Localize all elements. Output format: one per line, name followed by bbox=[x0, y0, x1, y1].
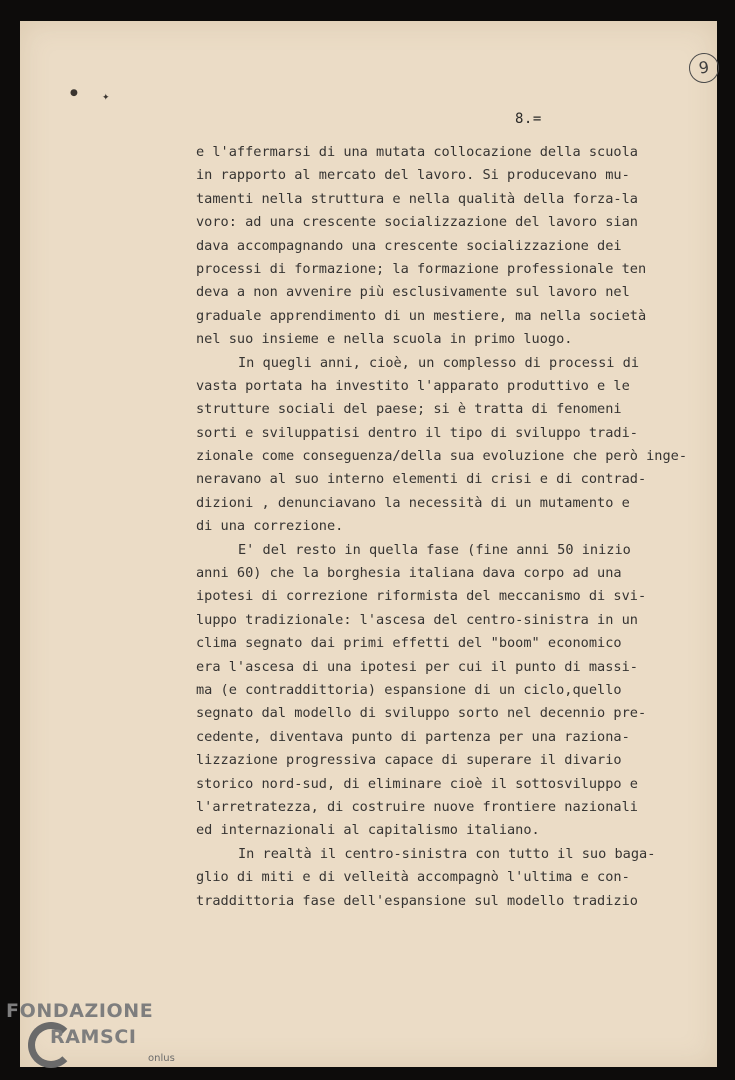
text-line: l'arretratezza, di costruire nuove frontiere nazionali bbox=[196, 798, 638, 815]
text-line: glio di miti e di velleità accompagnò l'ultima e con- bbox=[196, 869, 630, 886]
watermark-line1: FONDAZIONE bbox=[6, 1000, 154, 1022]
text-line: processi di formazione; la formazione professionale ten bbox=[196, 260, 647, 277]
text-line: In quegli anni, cioè, un complesso di processi di bbox=[238, 354, 640, 371]
text-line: ed internazionali al capitalismo italiano. bbox=[196, 822, 540, 839]
text-line: vasta portata ha investito l'apparato produttivo e le bbox=[196, 377, 630, 394]
text-line: tamenti nella struttura e nella qualità della forza-la bbox=[196, 190, 638, 207]
ink-speck: ● bbox=[70, 88, 78, 98]
text-line: lizzazione progressiva capace di superare il divario bbox=[196, 752, 622, 769]
text-line: ipotesi di correzione riformista del meccanismo di svi- bbox=[196, 588, 647, 605]
text-line: strutture sociali del paese; si è tratta di fenomeni bbox=[196, 401, 622, 418]
text-line: voro: ad una crescente socializzazione del lavoro sian bbox=[196, 214, 638, 231]
text-line: dizioni , denunciavano la necessità di un mutamento e bbox=[196, 494, 630, 511]
text-line: di una correzione. bbox=[196, 518, 344, 535]
watermark-logo bbox=[6, 1000, 196, 1075]
typed-text-body bbox=[196, 141, 688, 913]
text-line: e l'affermarsi di una mutata collocazione della scuola bbox=[196, 144, 638, 160]
text-line: deva a non avvenire più esclusivamente sul lavoro nel bbox=[196, 284, 630, 301]
text-line: graduale apprendimento di un mestiere, ma nella società bbox=[196, 307, 647, 324]
text-line: clima segnato dai primi effetti del "boom" economico bbox=[196, 635, 622, 652]
watermark-sub: onlus bbox=[148, 1053, 175, 1064]
text-line: nel suo insieme e nella scuola in primo luogo. bbox=[196, 331, 573, 348]
text-line: cedente, diventava punto di partenza per una raziona- bbox=[196, 728, 630, 745]
ink-speck: ✦ bbox=[102, 93, 110, 103]
text-line: dava accompagnando una crescente socializzazione dei bbox=[196, 237, 622, 254]
text-line: neravano al suo interno elementi di crisi e di contrad- bbox=[196, 471, 647, 488]
text-line: storico nord-sud, di eliminare cioè il sottosviluppo e bbox=[196, 775, 638, 792]
text-line: traddittoria fase dell'espansione sul modello tradizio bbox=[196, 892, 638, 909]
text-line: sorti e sviluppatisi dentro il tipo di sviluppo tradi- bbox=[196, 424, 638, 441]
text-line: anni 60) che la borghesia italiana dava corpo ad una bbox=[196, 565, 622, 582]
text-line: In realtà il centro-sinistra con tutto il suo baga- bbox=[238, 845, 656, 862]
archive-page-number: 9 bbox=[687, 51, 721, 85]
text-line: ma (e contraddittoria) espansione di un ciclo,quello bbox=[196, 681, 622, 698]
text-line: luppo tradizionale: l'ascesa del centro-sinistra in un bbox=[196, 611, 638, 628]
text-line: segnato dal modello di sviluppo sorto nel decennio pre- bbox=[196, 705, 647, 722]
text-line: in rapporto al mercato del lavoro. Si producevano mu- bbox=[196, 167, 630, 184]
text-line: E' del resto in quella fase (fine anni 50 inizio bbox=[238, 541, 631, 558]
text-line: zionale come conseguenza/della sua evoluzione che però inge- bbox=[196, 448, 688, 465]
typed-page-number: 8.= bbox=[515, 111, 542, 127]
text-line: era l'ascesa di una ipotesi per cui il punto di massi- bbox=[196, 658, 638, 675]
watermark-line2: RAMSCI bbox=[50, 1026, 137, 1048]
